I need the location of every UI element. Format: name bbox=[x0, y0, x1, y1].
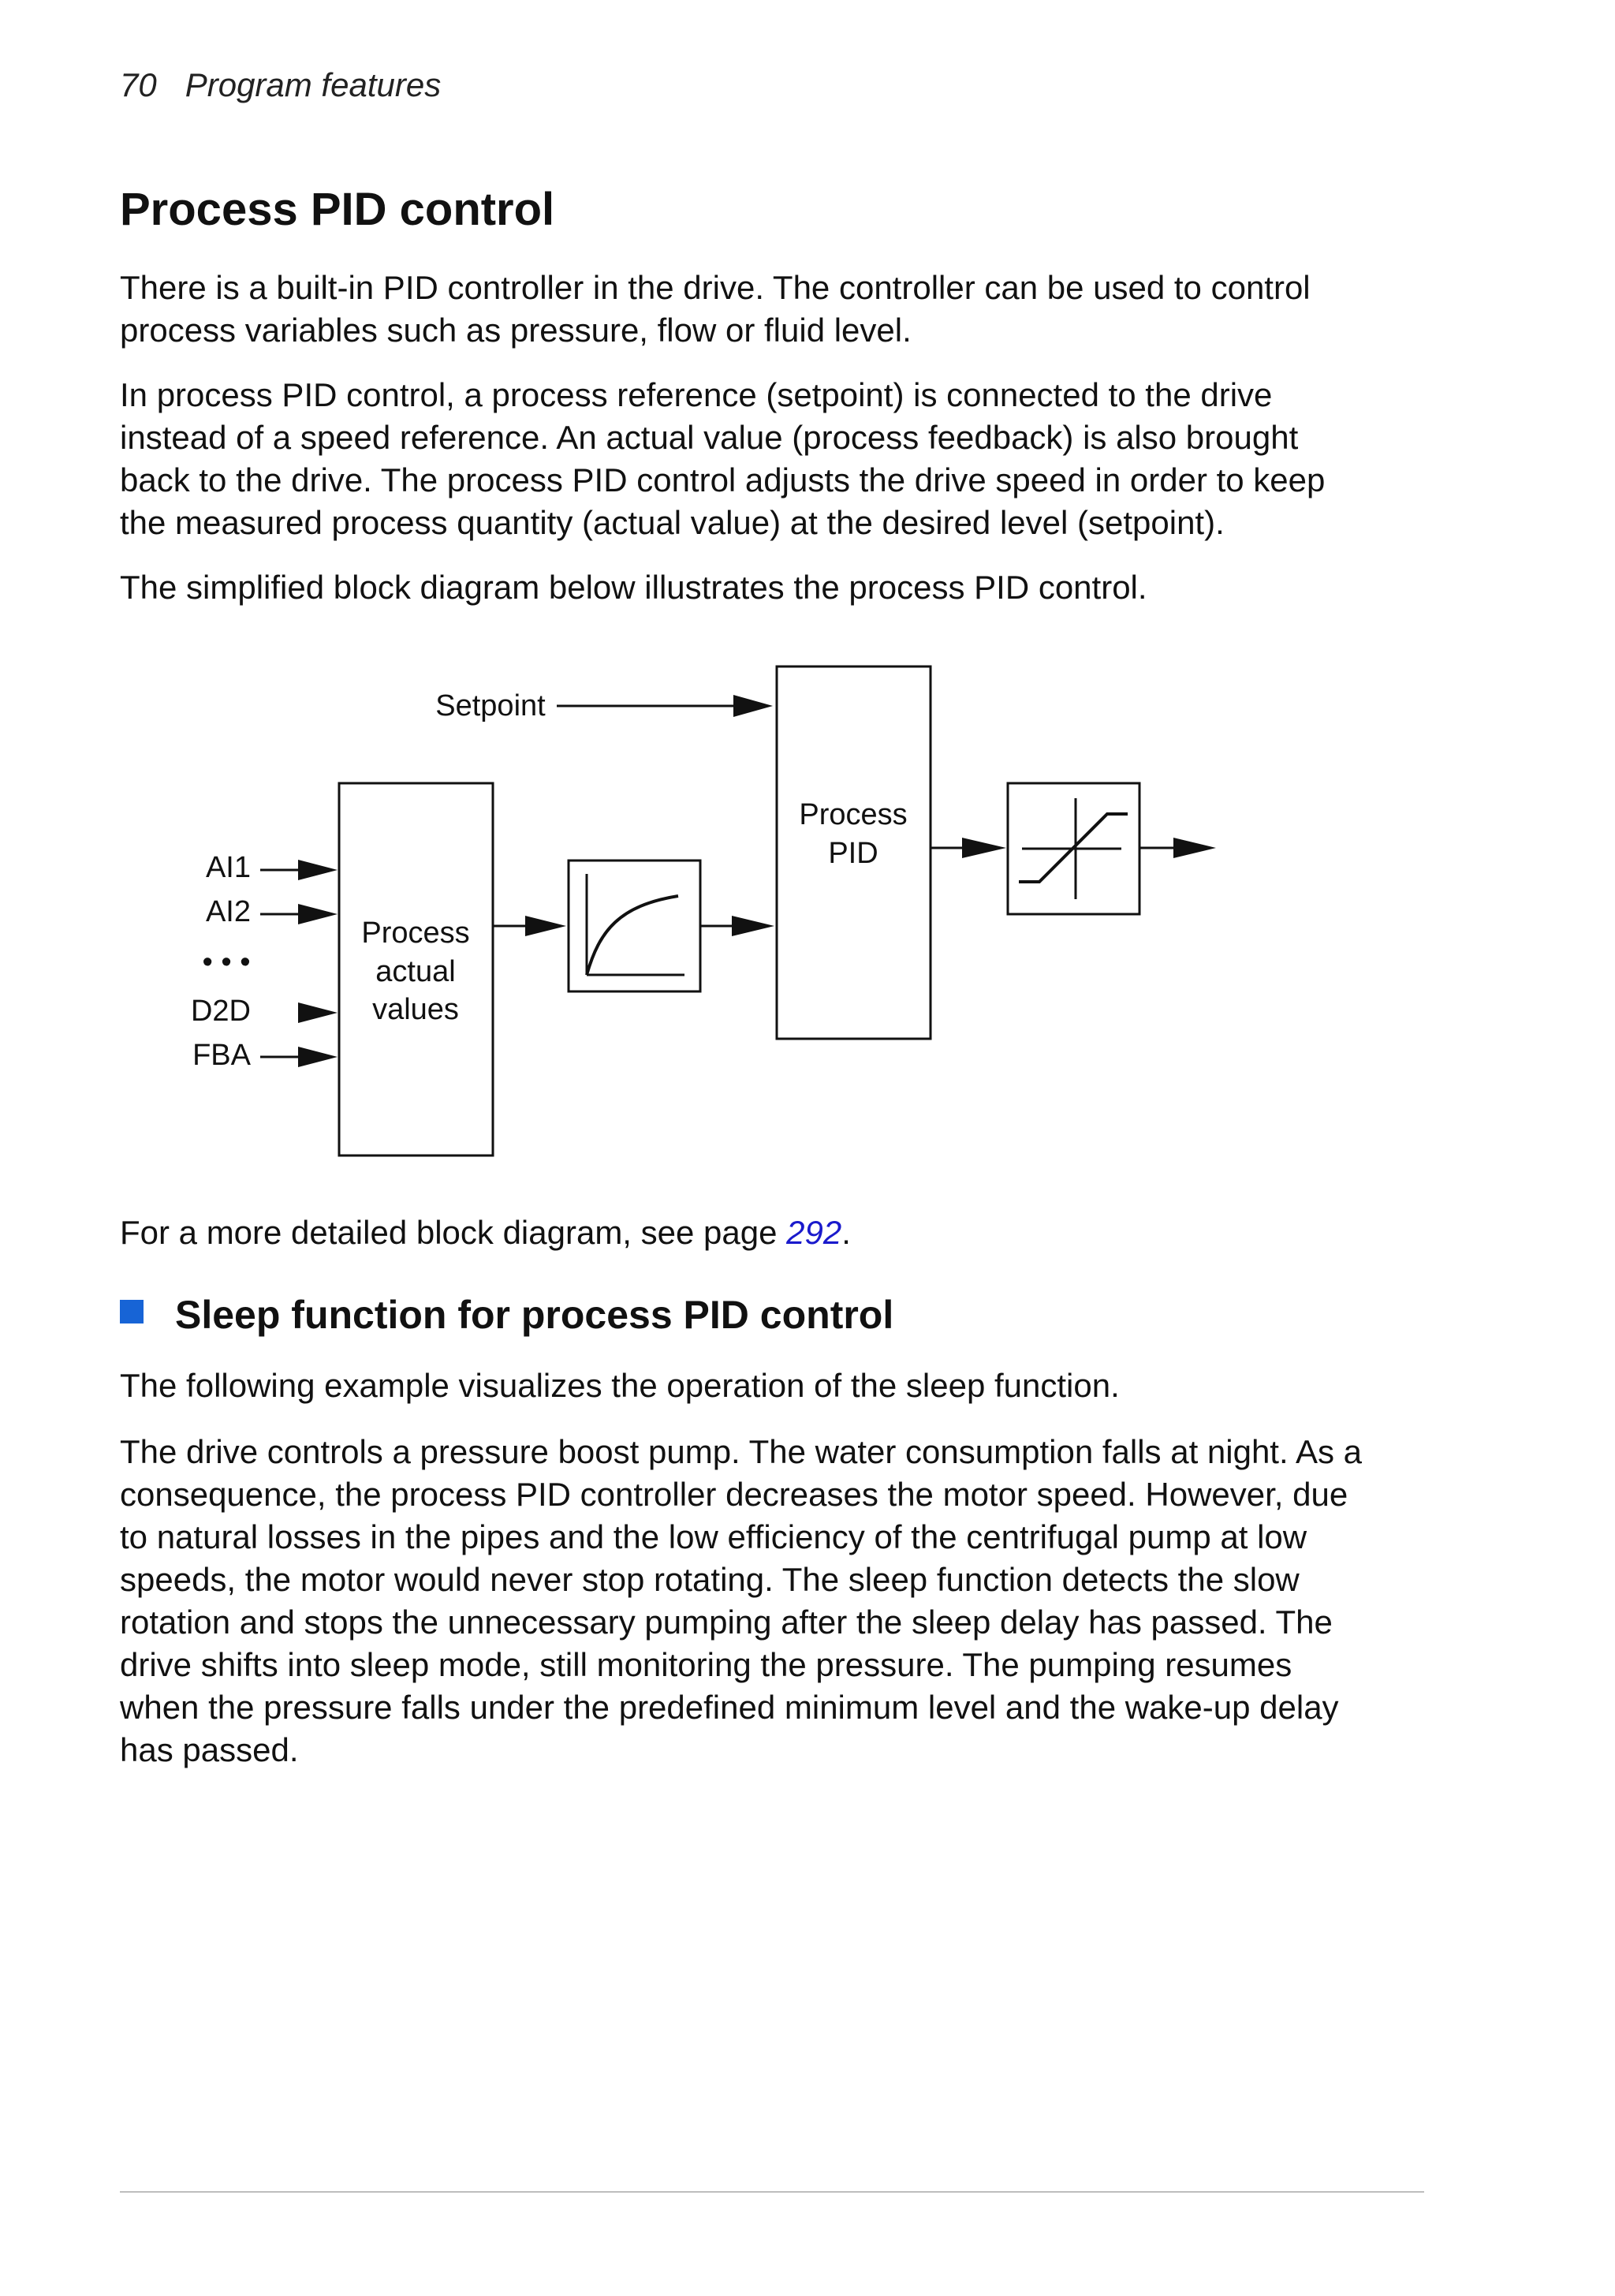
input-label-ai1: AI1 bbox=[205, 851, 251, 884]
text-line: rotation and stops the unnecessary pumping after the sleep delay has passed. The bbox=[120, 1603, 1333, 1641]
pid-block-label: Process bbox=[799, 798, 908, 831]
input-arrow-d2d bbox=[298, 1002, 338, 1023]
sleep-intro-paragraph: The following example visualizes the operation of the sleep function. bbox=[120, 1367, 1120, 1404]
input-label-d2d: D2D bbox=[190, 995, 251, 1028]
input-arrow-fba bbox=[260, 1047, 338, 1067]
text-line: when the pressure falls under the predefined minimum level and the wake-up delay bbox=[120, 1689, 1339, 1726]
text-line: drive shifts into sleep mode, still monitoring the pressure. The pumping resumes bbox=[120, 1646, 1292, 1683]
arrow-to-filter bbox=[493, 916, 566, 936]
text-line: process variables such as pressure, flow or fluid level. bbox=[120, 312, 912, 349]
actual-values-label: actual bbox=[375, 955, 456, 988]
arrow-head bbox=[733, 695, 773, 717]
input-arrow-ai1 bbox=[260, 860, 338, 880]
input-arrow-ai2 bbox=[260, 904, 338, 924]
detail-reference-period: . bbox=[841, 1214, 851, 1251]
text-line: to natural losses in the pipes and the low efficiency of the centrifugal pump at low bbox=[120, 1518, 1307, 1555]
text-line: speeds, the motor would never stop rotating. The sleep function detects the slow bbox=[120, 1561, 1300, 1598]
first-order-filter-icon bbox=[569, 861, 700, 991]
output-arrow bbox=[1139, 838, 1216, 858]
pid-block-label: PID bbox=[828, 837, 878, 870]
input-label-fba: FBA bbox=[192, 1039, 251, 1072]
subsection-title: Sleep function for process PID control bbox=[175, 1293, 894, 1337]
text-line: The drive controls a pressure boost pump. The water consumption falls at night. As a bbox=[120, 1433, 1363, 1470]
input-label-ai2: AI2 bbox=[205, 895, 251, 928]
text-line: back to the drive. The process PID control adjusts the drive speed in order to keep bbox=[120, 461, 1326, 498]
page-reference-link[interactable]: 292 bbox=[786, 1214, 842, 1251]
square-bullet-icon bbox=[120, 1300, 144, 1323]
text-line: In process PID control, a process reference (setpoint) is connected to the drive bbox=[120, 376, 1273, 413]
detail-reference-paragraph bbox=[120, 1211, 1437, 1254]
detail-reference-text: For a more detailed block diagram, see page bbox=[120, 1214, 787, 1251]
text-line: instead of a speed reference. An actual value (process feedback) is also brought bbox=[120, 419, 1299, 456]
text-line: has passed. bbox=[120, 1731, 299, 1768]
text-line: There is a built-in PID controller in the drive. The controller can be used to control bbox=[120, 269, 1311, 306]
sleep-description-paragraph bbox=[120, 1431, 1437, 1771]
setpoint-label: Setpoint bbox=[435, 689, 546, 722]
limiter-icon bbox=[1008, 783, 1139, 914]
arrow-to-pid bbox=[700, 916, 774, 936]
subsection-heading bbox=[120, 1292, 893, 1338]
footer-divider bbox=[120, 2191, 1424, 2193]
actual-values-label: values bbox=[372, 993, 459, 1026]
chapter-title: Program features bbox=[185, 66, 442, 103]
text-line: the measured process quantity (actual value) at the desired level (setpoint). bbox=[120, 504, 1225, 541]
diagram-intro-paragraph: The simplified block diagram below illustrates the process PID control. bbox=[120, 569, 1147, 606]
input-label-ellipsis: • • • bbox=[202, 946, 251, 979]
actual-values-label: Process bbox=[361, 917, 470, 950]
section-title: Process PID control bbox=[120, 184, 555, 235]
arrow-to-limiter bbox=[931, 838, 1006, 858]
page-number: 70 bbox=[120, 66, 157, 103]
text-line: consequence, the process PID controller decreases the motor speed. However, due bbox=[120, 1476, 1348, 1513]
